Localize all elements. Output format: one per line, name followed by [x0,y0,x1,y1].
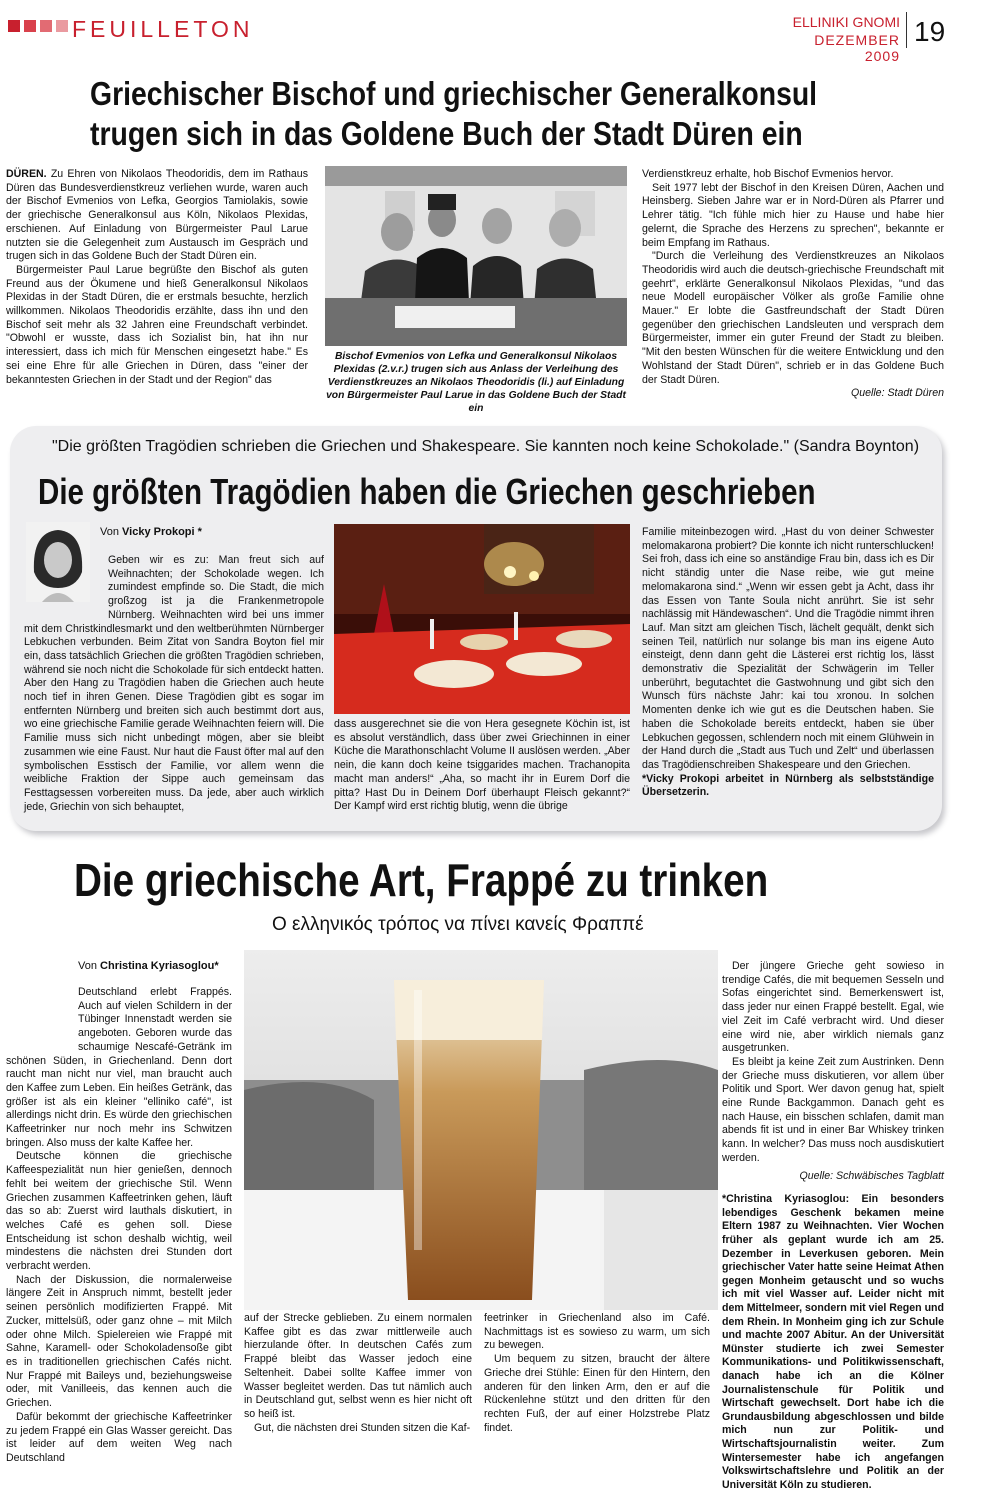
byline [100,526,202,538]
paragraph: Es bleibt ja keine Zeit zum Austrinken. Denn der Grieche muss diskutieren, vor allem über Politik und Sport. Wer davon genug hat, spielt eine Runde Backgammon. Danach geht es nach Hause, ein bisschen schlafen, damit man abends fit ist und in einer Bar Whiskey trinken kann. In welcher? Das muss noch ausdiskutiert werden. [722,1055,944,1164]
christmas-table-image [334,524,630,714]
group-photo [325,166,627,346]
headline-line-2: trugen sich in das Goldene Buch der Stadt Düren ein [90,115,803,152]
byline [78,960,219,972]
paragraph: dass ausgerechnet sie die von Hera gesegnete Köchin ist, ist es absolut verständlich, dass über zwei Griechinnen in einer Küche die Marathonschlacht Volume II auslösen werden. „Aber nein, die kann doch keine tsiggarides machen. Trachanopita macht man anders!“ „Aha, so macht ihr in Eurem Dorf die pitta? Hast Du in Deinem Dorf überhaupt Fleisch gekannt?“ Der Kampf wird erst richtig blutig, wenn die übrige [334,718,630,813]
red-square-icon [8,20,20,32]
article-column [6,168,308,408]
section-header [0,0,960,64]
header-divider [906,12,907,48]
author-bio: *Christina Kyriasoglou: Ein besonders lebendiges Geschenk bekamen meine Eltern 1987 zu Weihnachten. Vier Wochen früher als geplant wurde ich am 25. Dezember in Leverkusen geboren. Mein griechischer Vater hatte seine Heimat Athen gegen Monheim getauscht und so wuchs ich mit viel Wasser auf. Leider nicht mit dem Mittelmeer, sondern mit viel Regen und dem Rhein. In Monheim ging ich zur Schule und machte 2007 Abitur. An der Universität Münster studierte ich zwei Semester Kommunikations- und Politikwissenschaft, danach habe ich an die Kölner Journalistenschule für Politik und Wirtschaft gewechselt. Dort habe ich die Grundausbildung abgeschlossen und bilde mich nun zur Politik- und Wirtschaftsjournalistin weiter. Zum Wintersemester habe ich angefangen Volkswirtschaftslehre und Politik an der Universität Köln zu studieren. [722,1193,944,1491]
red-square-icon [24,20,36,32]
article-column [334,718,630,818]
frappe-photo [244,950,718,1310]
article-headline: Die größten Tragödien haben die Griechen geschrieben [38,471,816,512]
frappe-image [244,950,718,1310]
paragraph: Deutschland erlebt Frappés. Auch auf vielen Schildern in der Tübinger Innenstadt werden sie angeboten. Geboren wurde das schaumige Nescafé-Getränk im schönen Süden, in Griechenland. Denn dort raucht man nicht nur viel, man braucht auch den Kaffee zum Leben. Ein heißes Getränk, das größer ist als ein kleiner "elliniko café", ist allerdings nicht drin. Es würde den griechischen Kaffeetrinker nur noch mehr ins Schwitzen bringen. Also muss der kalte Kaffee her. [6,986,232,1149]
paragraph: Bürgermeister Paul Larue begrüßte den Bischof als guten Freund aus der Ökumene und hieß Generalkonsul Nikolaos Plexidas in der Stadt Düren, die er erstmals besuchte, herzlich willkommen. Nikolaos Theodoridis erzählte, dass ihn und den Bischof seit mehr als 32 Jahren eine Freundschaft verbindet. "Obwohl er wusste, dass ich Sozialist bin, hat ihn nur interessiert, dass ich mich für Menschen eingesetzt habe." Es sei eine Ehre für alle Griechen in Düren, dass "einer der bekanntesten Griechen in der Stadt und der Region" das [6,263,308,386]
source-credit: Quelle: Schwäbisches Tagblatt [799,1169,944,1182]
issue-date: DEZEMBER 2009 [814,32,900,64]
paragraph: Geben wir es zu: Man freut sich auf Weihnachten; der Schokolade wegen. Ich zumindest empfinde so. Die Stadt, die mich großzog ist ja die Frankenmetropole Nürnberg. Weihnachten wird bei uns immer mit dem Christkindlesmarkt und den weltberühmten Nürnberger Lebkuchen verbunden. Beim Zitat von Sandra Boyton fiel mir ein, dass tatsächlich Griechen die größten Tragödien schrieben, während sie noch nicht die Schokolade für sich entdeckt hatten. Aber den Hang zu Tragödien haben die Griechen auch heute noch tief in ihren Genen. Diese Tragödien gibt es sogar im entfernten Nürnberg und breiten sich auch bestimmt dort aus, wo eine griechische Familie gerade Weihnachten feiern will. Die Familie muss sich nicht unbedingt mögen, aber sie bleibt zusammen wie eine Faust. Nur haut die Faust öfter mal auf den symbolischen Esstisch der Familie, vor allem wenn die weibliche Fraktion der Sippe auch gemeinsam das Festtagsessen vorbereiten muss. Da jede, aber auch wirklich jede, Griechin von sich behauptet, [24,554,324,813]
paragraph: "Durch die Verleihung des Verdienstkreuzes an Nikolaos Theodoridis wird auch die deutsch-griechische Freundschaft mit geehrt", erklärte Generalkonsul Nikolaos Plexidas, "und das neue Modell europäischer Völker als große Familie ohne Mauer." Er lobte die Gastfreundschaft der Stadt Düren gegenüber den griechischen Landsleuten und versprach dem Bürgermeister, immer ein guter Freund der Stadt zu bleiben. "Mit den besten Wünschen für die weitere Entwicklung und den Wohlstand der Stadt Düren", schrieb er in das Goldene Buch der Stadt Düren. [642,250,944,386]
section-title: FEUILLETON [72,16,254,42]
photo-caption: Bischof Evmenios von Lefka und Generalkonsul Nikolaos Plexidas (2.v.r.) trugen sich aus Anlass der Verleihung des Verdienstkreuzes an Nikolaos Theodoridis (li.) auf Einladung von Bürgermeister Paul Larue in das Goldene Buch der Stadt ein [326,351,626,414]
paragraph: Verdienstkreuz erhalte, hob Bischof Evmenios hervor. [642,168,894,180]
byline-author: Vicky Prokopi * [122,526,202,538]
byline-prefix: Von [78,960,101,972]
red-square-icon [56,20,68,32]
byline-author: Christina Kyriasoglou* [100,960,219,972]
quote-line: "Die größten Tragödien schrieben die Griechen und Shakespeare. Sie kannten noch keine Schokolade." (Sandra Boynton) [52,438,920,455]
paragraph: auf der Strecke geblieben. Zu einem normalen Kaffee gibt es das zwar mittlerweile auch hierzulande öfter. In deutschen Cafés zum Frappé bleibt das Wasser jedoch eine Seltenheit. Dabei sollte Kaffee immer von Wasser begleitet werden. Das tut nämlich auch in Deutschland gut, selbst wenn es hier nicht oft so heiß ist. [244,1312,472,1420]
paragraph: Familie miteinbezogen wird. „Hast du von deiner Schwester melomakarona probiert? Die konnte ich nicht runterschlucken! Sei froh, dass ich eine so anständige Frau bin, dass ich es Dir nicht ständig unter die Nase reibe, wie gut meine melomakarona sind.“ „Wenn wir essen gebt ja Acht, dass ihr das Essen von Tante Soula nicht anrührt. Sie ist sehr nachlässig mit Händewaschen“. Und die Tragödie nimmt ihren Lauf. Man sitzt am gleichen Tisch, lächelt gequält, denkt sich seinen Teil, natürlich nur solange bis man ins eigene Auto einsteigt, denn dann geht die Lästerei erst richtig los, lässt demonstrativ die Spezialität der Schwägerin im Teller unberührt, begutachtet die Gastwohnung und gibt sich den Wunsch fürs nächste Jahr: kai tou xronou. In solchen Momenten denke ich wie gut es die Deutschen haben. Sie haben die Schokolade bereits entdeckt, haben sie über Lebkuchen gegossen, schlendern noch mit einem Glühwein in der Hand durch die „Stadt aus Tuch und Zelt“ und überlassen das Tragödienschreiben Shakespeare und den Griechen. [642,526,934,771]
paragraph: Deutsche können die griechische Kaffeespezialität nun hier genießen, dennoch fehlt bei weitem der griechische Stil. Wenn Griechen zusammen Kaffeetrinken gehen, läuft das so ab: Zuerst wird lauthals diskutiert, in welches Café es gehen soll. Diese Entscheidung ist schon deshalb wichtig, weil mindestens die nächsten drei Stunden dort verbracht werden. [6,1150,232,1273]
article-headline [90,74,990,164]
paragraph: Gut, die nächsten drei Stunden sitzen die Kaf- [254,1421,471,1434]
red-square-icon [40,20,52,32]
source-credit: Quelle: Stadt Düren [850,387,944,400]
dateline: DÜREN. [6,168,47,180]
publication-name: ELLINIKI GNOMI [792,14,900,30]
paragraph: feetrinker in Griechenland also im Café. Nachmittags ist es sowieso zu warm, um sich zu bewegen. [484,1312,710,1352]
christmas-table-photo [334,524,630,714]
article-column [642,526,934,816]
paragraph: Zu Ehren von Nikolaos Theodoridis, dem im Rathaus Düren das Bundesverdienstkreuz verliehen wurde, waren auch der Bischof Evmenios von Lefka, Georgios Tamiolakis, sowie der griechische Generalkonsul aus Köln, Nikolaos Plexidas, erschienen. Auf Einladung von Bürgermeister Paul Larue nutzten sie die Gelegenheit zum Austausch im Gespräch und trugen sich in das Goldene Buch der Stadt Düren ein. [6,168,308,263]
article-column [722,960,944,1491]
article-column [484,1312,710,1434]
headline-line-1: Griechischer Bischof und griechischer Generalkonsul [90,75,818,112]
group-photo-image [325,166,627,346]
byline-prefix: Von [100,526,123,538]
author-footnote: *Vicky Prokopi arbeitet in Nürnberg als selbstständige Übersetzerin. [642,772,934,799]
paragraph: Der jüngere Grieche geht sowieso in trendige Cafés, die mit bequemen Sesseln und Sofas eingerichtet sind. Bemerkenswert ist, dass jeder nur einen Frappé bestellt. Egal, wie viel Zeit im Café verbracht wird. Und dieser eine wird nie, aber wirklich niemals ganz ausgetrunken. [722,960,944,1055]
article-column [6,986,232,1464]
article-headline: Die griechische Art, Frappé zu trinken [74,854,769,906]
paragraph: Um bequem zu sitzen, braucht der ältere Grieche drei Stühle: Einen für den Hintern, den anderen für den linken Arm, den er auf die Rückenlehne stützt und den dritten für den rechten Fuß, der auf einer Holzstrebe Platz findet. [484,1353,710,1434]
greek-subheadline: Ο ελληνικός τρόπος να πίνει κανείς Φραππέ [272,914,644,935]
article-column [24,554,324,814]
article-column [642,168,944,408]
article-column [244,1312,472,1434]
paragraph: Seit 1977 lebt der Bischof in den Kreisen Düren, Aachen und Heinsberg. Sieben Jahre war er in Nord-Düren als Pfarrer und Lehrer tätig. "Ich fühle mich hier zu Hause und habe hier gelernt, die Sprache des Herzens zu sprechen", bekannte er beim Empfang im Rathaus. [642,181,944,249]
page-number: 19 [914,16,946,47]
paragraph: Nach der Diskussion, die normalerweise längere Zeit in Anspruch nimmt, bestellt jeder seinen persönlich modifizierten Frappé. Mit Zucker, mittelsüß, oder ganz ohne – mit Milch oder ohne Milch. Spielereien wie Frappé mit Sahne, Karamell- oder Schokoladensoße gibt es in traditionellen griechischen Cafés nicht. Nur Frappé mit Baileys und, beziehungsweise oder, mit Vanilleeis, das kennen auch die Griechen. [6,1273,232,1410]
paragraph: Dafür bekommt der griechische Kaffeetrinker zu jedem Frappé ein Glas Wasser gereicht. Das ist leider auf dem weiten Weg nach Deutschland [6,1410,232,1464]
